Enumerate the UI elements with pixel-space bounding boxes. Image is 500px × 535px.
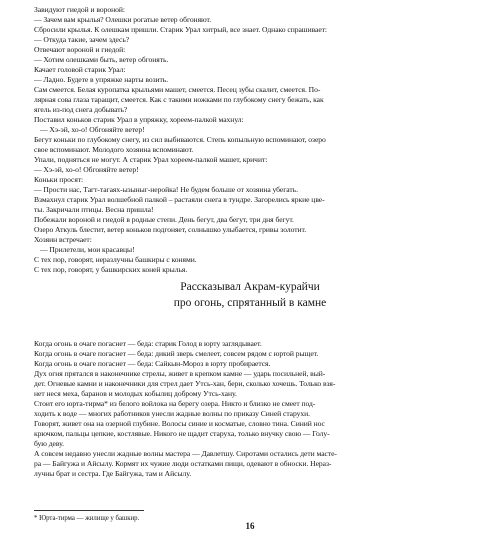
text-line: нет неся меха, баранов и молодых кобылиц доброму Утсь-хану. (34, 389, 237, 398)
text-line: бую деву. (34, 439, 64, 448)
text-line: Отвечают вороной и гиедой: (34, 45, 126, 54)
text-line: Когда огонь в очаге погаснет — беда: старик Голод в юрту заглядывает. (34, 339, 262, 348)
text-line: ра — Байгужа и Айсылу. Кормят их чужие люди остатками пищи, одевают в обноски. Нераз- (34, 459, 332, 468)
text-line: Хозяин встречает: (34, 235, 92, 244)
text-line: лярная сова глаза таращит, смеется. Как с такими ножками по глубокому снегу бежать, как (34, 95, 324, 104)
text-line: С тех пор, говорят, у башкирских коней крылья. (34, 265, 188, 274)
text-line: Озеро Аткуль блестит, ветер коньков подгоняет, солнышко улыбается, гривы золотит. (34, 225, 307, 234)
text-line: Бегут коньки по глубокому снегу, из сил выбиваются. Степь копыльную вспоминают, озеро (34, 135, 326, 144)
text-line: — Зачем вам крылья? Олешки рогатые ветер обгоняют. (34, 15, 212, 24)
text-line: А совсем недавно унесли жадные волны мастера — Давлетшу. Сиротами остались дети масте- (34, 449, 337, 458)
text-line: — Прости нас, Тагт-тагаях-ызыныг-неройка! Не будем больше от хозяина убегать. (34, 185, 298, 194)
heading-line: Рассказывал Акрам-курайчи (180, 281, 320, 293)
text-line: — Хэ-эй, хо-о! Обгоняйте ветер! (34, 165, 139, 174)
text-line: С тех пор, говорят, неразлучны башкиры с конями. (34, 255, 197, 264)
text-line: — Хотим олешками быть, ветер обгонять. (34, 55, 169, 64)
text-line: Поставил коньков старик Урал в упряжку, хореем-палкой махнул: (34, 115, 244, 124)
footnote-divider (34, 510, 144, 511)
text-line: Стоит его юрта-тирма* из белого войлока на берегу озера. Никто и близко не смеет под- (34, 399, 316, 408)
text-line: Когда огонь в очаге погаснет — беда: дикий зверь смелеет, совсем рядом с юртой рыщет. (34, 349, 319, 358)
text-line: Коньки просят: (34, 175, 84, 184)
heading-line: про огонь, спрятанный в камне (173, 297, 327, 309)
text-line: Говорят, живет она на озерной глубине. Волосы синие и косматые, словно тина. Синий нос (34, 419, 325, 428)
text-line: Сбросили крылья. К олешкам пришли. Старик Урал хитрый, все знает. Однако спрашивает: (34, 25, 327, 34)
text-line: ягель из-под снега добывать? (34, 105, 128, 114)
text-line: Упали, подняться не могут. А старик Урал хореем-палкой машет, кричит: (34, 155, 268, 164)
text-line: Дух огня прятался в наконечнике стрелы, живет в крепком камне — ударь посильней, вый- (34, 369, 326, 378)
text-line: — Хэ-эй, хо-о! Обгоняйте ветер! (40, 125, 145, 134)
text-line: Завидуют гиедой и вороной: (34, 5, 125, 14)
text-line: лучны брат и сестра. Где Байгужа, там и Айсылу. (34, 469, 192, 478)
text-line: — Откуда такие, зачем здесь? (34, 35, 130, 44)
text-line: — Ладно. Будете в упряжке нарты возить. (34, 75, 169, 84)
text-line: Качает головой старик Урал: (34, 65, 126, 74)
text-line: Когда огонь в очаге погаснет — беда: Сайкын-Мороз в юрту пробирается. (34, 359, 271, 368)
text-line: Взмахнул старик Урал волшебной палкой – растаяли снега в тундре. Загорелись яркие цве- (34, 195, 325, 204)
text-line: Сам смеется. Белая куропатка крыльями машет, смеется. Песец зубы скалит, смеется. По- (34, 85, 321, 94)
text-line: ходить к воде — многих работников унесли жадные волны по приказу Синей старухи. (34, 409, 311, 418)
text-line: крючком, пальцы цепкие, костлявые. Никого не щадит старуха, только внучку свою — Голу- (34, 429, 330, 438)
text-line: Побежали вороной и гиедой в родные степи. День бегут, два бегут, три дня бегут. (34, 215, 294, 224)
text-line: дет. Огневые камни и наконечники для стрел дает Утсь-хан, бери, сколько хочешь. Только взя- (34, 379, 336, 388)
text-line: ты. Закричали птицы. Весна пришла! (34, 205, 154, 214)
footnote: * Юрта-тирма — жилище у башкир. (34, 515, 140, 522)
text-line: — Прилетели, мои красавцы! (40, 245, 135, 254)
page-number: 16 (245, 521, 255, 531)
text-line: свое вспоминают. Молодого хозяина вспоминают. (34, 145, 194, 154)
